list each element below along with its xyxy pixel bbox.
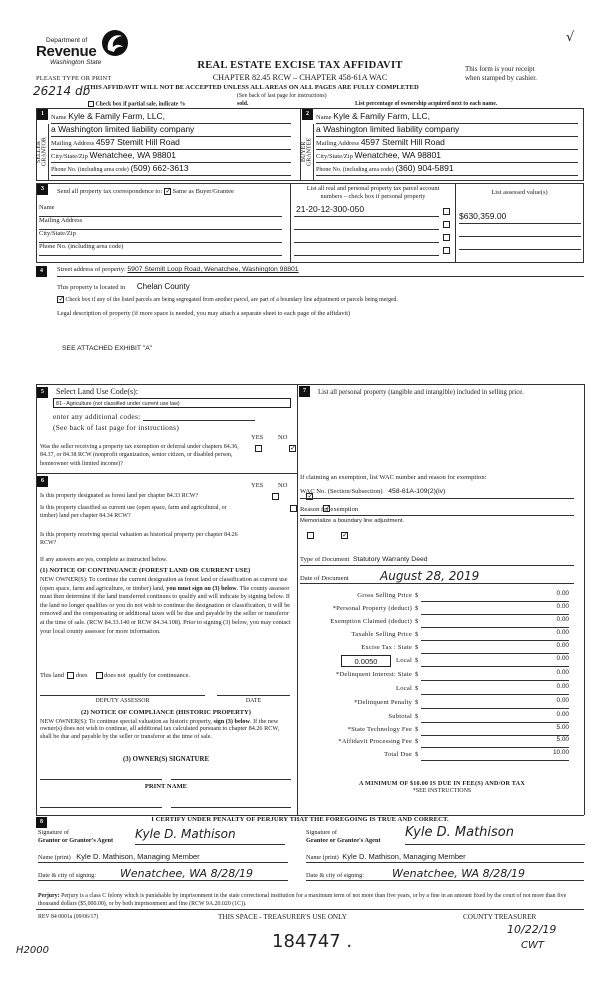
partial-sale <box>88 101 185 107</box>
document-date-value: August 28, 2019 <box>380 569 480 583</box>
parcel-number-field[interactable] <box>294 204 439 217</box>
personal-property-checkbox[interactable] <box>443 208 450 215</box>
currency-symbol: $ <box>415 751 419 758</box>
corr-mailing-field[interactable] <box>39 217 282 230</box>
grantee-sig-label-1: Signature of <box>306 829 337 836</box>
parcel-number: 21-20-12-300-050 <box>296 204 365 214</box>
receipt-number: 184747 . <box>272 931 353 952</box>
fee-row-excise-state[interactable] <box>300 643 590 654</box>
seller-mailing-label: Mailing Address <box>51 140 95 147</box>
corr-city-label: City/State/Zip <box>39 230 76 237</box>
parcel-header-1: List all real and personal property tax parcel account <box>306 185 440 192</box>
county-row <box>57 282 190 291</box>
legal-description-label: Legal description of property (if more space is needed, you may attach a separate sheet to each page of the affidavit) <box>57 310 351 317</box>
parcel-number-field[interactable] <box>294 217 439 230</box>
fee-value: 0.00 <box>556 603 569 610</box>
logo-line-3: Washington State <box>50 59 102 66</box>
current-use-yes-checkbox[interactable] <box>290 505 297 512</box>
dor-swirl-logo-icon <box>100 28 130 58</box>
wac-label: WAC No. (Section/Subsection) <box>300 488 383 495</box>
buyer-city-label: City/State/Zip <box>316 153 353 160</box>
currency-symbol: $ <box>415 713 419 720</box>
does-qualify-checkbox[interactable] <box>67 672 74 679</box>
fee-label: Excise Tax : State <box>361 644 412 651</box>
personal-property-area[interactable] <box>300 407 582 467</box>
document-type-value: Statutory Warranty Deed <box>353 556 428 563</box>
fee-value: 5.00 <box>556 724 569 731</box>
fee-label: Exemption Claimed (deduct) <box>330 618 412 625</box>
buyer-name-field[interactable] <box>316 111 578 124</box>
fee-label: *Personal Property (deduct) <box>332 605 412 612</box>
seller-name-line2-value: a Washington limited liability company <box>51 124 195 134</box>
forest-land-question: Is this property designated as forest land per chapter 84.33 RCW? <box>40 493 199 499</box>
notice-continuance-title: (1) NOTICE OF CONTINUANCE (FOREST LAND OR CURRENT USE) <box>40 567 251 574</box>
type-or-print: PLEASE TYPE OR PRINT <box>36 75 112 82</box>
street-address-value: 5907 Stemilt Loop Road, Wenatchee, Washington 98801 <box>127 266 299 273</box>
document-date-field[interactable] <box>300 570 574 584</box>
buyer-phone-label: Phone No. (including area code) <box>316 167 394 173</box>
buyer-mailing-label: Mailing Address <box>316 140 360 147</box>
continuance-row <box>40 672 190 679</box>
currency-symbol: $ <box>415 726 419 733</box>
forest-land-yes-checkbox[interactable] <box>272 493 279 500</box>
fee-label: *Affidavit Processing Fee <box>338 738 412 745</box>
grantee-name-value: Kyle D. Mathison, Managing Member <box>342 852 466 861</box>
corr-mailing-label: Mailing Address <box>39 217 83 224</box>
parcel-list <box>294 204 582 256</box>
grantee-date-city-field[interactable] <box>306 866 584 881</box>
currency-symbol: $ <box>415 644 419 651</box>
parcel-row <box>294 230 582 243</box>
currency-symbol: $ <box>415 618 419 625</box>
does-not-label: does not <box>104 672 126 679</box>
perjury-text: Perjury is a class C felony which is punishable by imprisonment in the state correctional institution for a maximum term of not more than five years, or by a fine in an amount fixed by the court of not more than five thousand dollars ($5,000.00), or by both imprisonment and fine (RCW 9A.20.020 (1C)). <box>38 893 567 907</box>
fee-value: 0.00 <box>556 711 569 718</box>
sold-label: sold. <box>237 101 249 107</box>
currency-symbol: $ <box>415 671 419 678</box>
parcel-number-field[interactable] <box>294 230 439 243</box>
partial-sale-checkbox[interactable] <box>88 101 94 107</box>
fee-label: Local <box>395 657 412 664</box>
form-id: REV 84 0001a (09/06/17) <box>38 914 99 920</box>
minimum-due-note: A MINIMUM OF $10.00 IS DUE IN FEE(S) AND/OR TAX <box>358 780 526 787</box>
select-land-use-label: Select Land Use Code(s): <box>56 387 138 396</box>
fee-value: 0.00 <box>556 629 569 636</box>
treasurer-use-label: THIS SPACE - TREASURER'S USE ONLY <box>218 913 347 921</box>
seller-name-value: Kyle & Family Farm, LLC, <box>68 111 166 121</box>
personal-property-label: List all personal property (tangible and intangible) included in selling price. <box>318 389 524 396</box>
buyer-name-line2-field[interactable] <box>316 124 578 137</box>
treasurer-stamp-initials: CWT <box>521 940 544 951</box>
seller-name-label: Name <box>51 114 67 121</box>
notice2-text-b: . If the new owner(s) does not wish to continue, all additional tax calculated pursuant to chapter 84.26 RCW, shall be due and payable by the seller or transferor at the time of sale. <box>40 718 280 740</box>
grantor-name-field[interactable] <box>38 852 288 863</box>
fee-row-gross-selling-price[interactable] <box>300 591 590 602</box>
seller-phone-field[interactable] <box>51 163 291 176</box>
buyer-side-label <box>302 130 313 174</box>
buyer-name-value: Kyle & Family Farm, LLC, <box>333 111 431 121</box>
fee-value: 0.00 <box>556 669 569 676</box>
county-treasurer-label: COUNTY TREASURER <box>463 913 537 921</box>
grantee-signature-field[interactable]: Kyle D. Mathison <box>405 825 585 845</box>
fee-label: Subtotal <box>388 713 412 720</box>
fee-label: *Delinquent Penalty <box>354 699 412 706</box>
legal-description-value[interactable]: SEE ATTACHED EXHIBIT "A" <box>62 345 153 352</box>
assessor-date-line[interactable] <box>217 695 290 696</box>
buyer-fields <box>316 111 578 176</box>
does-not-qualify-checkbox[interactable] <box>96 672 103 679</box>
fee-value: 0.00 <box>556 655 569 662</box>
this-land-label: This land <box>40 672 64 679</box>
buyer-mailing-value: 4597 Stemilt Hill Road <box>360 137 445 147</box>
parcel-number-field[interactable] <box>294 243 439 256</box>
parcel-header-2: numbers – check box if personal property <box>320 193 426 200</box>
see-back-note: (See back of last page for instructions) <box>237 93 327 99</box>
fee-row-personal-property[interactable] <box>300 604 590 615</box>
local-rate-field[interactable]: 0.0050 <box>341 655 391 667</box>
currency-symbol: $ <box>415 592 419 599</box>
owner-signature-line-1[interactable] <box>40 779 162 780</box>
fee-value: 10.00 <box>553 749 569 756</box>
fee-label: *Delinquent Interest: State <box>335 671 412 678</box>
fee-label: Gross Selling Price <box>357 592 412 599</box>
grantor-sig-label-2: Grantor or Grantor's Agent <box>38 837 114 844</box>
currency-symbol: $ <box>415 738 419 745</box>
buyer-phone-value: (360) 904-5891 <box>395 163 454 173</box>
personal-property-checkbox[interactable] <box>443 234 450 241</box>
assessor-date-label: DATE <box>245 698 262 704</box>
seller-label: SELLER <box>36 141 42 163</box>
notice-compliance-title: (2) NOTICE OF COMPLIANCE (HISTORIC PROPERTY) <box>81 709 251 716</box>
exemption-question: Was the seller receiving a property tax exemption or deferral under chapters 84.36, 84.37, or 84.38 RCW (nonprofit organization, senior citizen, or disabled person, homeowner with limited income)? <box>40 444 239 467</box>
grantee-date-city-label: Date & city of signing: <box>306 872 365 879</box>
correspondence-fields <box>39 204 282 256</box>
exemption-no-checkbox[interactable] <box>289 445 296 452</box>
perjury-bold: Perjury: <box>38 893 60 899</box>
assessed-value: $630,359.00 <box>459 211 507 222</box>
fee-value: 0.00 <box>556 697 569 704</box>
notice1-text-a: NEW OWNER(S): To continue the current designation as forest land or classification as current use (open space, farm and agriculture, or timber) land, <box>40 576 288 592</box>
partial-sale-label: Check box if partial sale, indicate % <box>95 101 186 108</box>
seller-fields <box>51 111 291 176</box>
street-address-field[interactable] <box>57 266 584 277</box>
grantor-signature-label <box>38 829 113 845</box>
fee-value: 0.00 <box>556 590 569 597</box>
notice1-text-b: . The county assessor must then determine if the land transferred continues to qualify and will indicate by signing below. If the land no longer qualifies or you do not wish to continue the designation or classification, it will be removed and the compensating or additional taxes will be due and payable by the seller or transferor at the time of sale. (RCW 84.33.140 or RCW 84.34.108). Prior to signing (3) below, you may contact your local county assessor for more information. <box>40 584 291 635</box>
personal-property-checkbox[interactable] <box>443 221 450 228</box>
notice-compliance-body <box>40 718 292 740</box>
logo-line-2: Revenue <box>36 43 97 60</box>
corr-name-label: Name <box>39 204 55 211</box>
grantor-date-city-label: Date & city of signing: <box>38 872 97 879</box>
corr-name-field[interactable] <box>39 204 282 217</box>
receipt-note-1: This form is your receipt <box>465 65 535 73</box>
owner-signature-line-2[interactable] <box>171 779 291 780</box>
additional-codes-label: enter any additional codes: <box>53 412 141 421</box>
currency-symbol: $ <box>415 605 419 612</box>
seller-city-value: Wenatchee, WA 98801 <box>89 150 176 160</box>
seller-phone-value: (509) 662-3613 <box>130 163 189 173</box>
grantee-name-field[interactable] <box>306 852 584 863</box>
fee-row-delinquent-penalty[interactable] <box>300 698 590 709</box>
fee-row-delinquent-interest-state[interactable] <box>300 670 590 681</box>
fee-row-delinquent-interest-local[interactable] <box>300 684 590 695</box>
historical-yes-checkbox[interactable] <box>307 532 314 539</box>
fee-value: 0.00 <box>556 642 569 649</box>
currency-symbol: $ <box>415 657 419 664</box>
fee-row-taxable-selling-price[interactable] <box>300 630 590 641</box>
handwritten-number: 26214 db <box>33 84 91 98</box>
section-4-number: 4 <box>36 266 47 277</box>
notice1-bold: you must sign on (3) below <box>166 584 237 592</box>
section-1-number: 1 <box>37 109 48 120</box>
parcel-row <box>294 204 582 222</box>
currency-symbol: $ <box>415 631 419 638</box>
notice2-text-a: NEW OWNER(S): To continue special valuation as historic property, <box>40 718 212 725</box>
assessed-header: List assessed value(s) <box>491 189 548 196</box>
see-instructions-note: *SEE INSTRUCTIONS <box>412 788 472 794</box>
certify-statement: I CERTIFY UNDER PENALTY OF PERJURY THAT THE FOREGOING IS TRUE AND CORRECT. <box>151 816 449 823</box>
corner-checkmark: √ <box>566 30 575 45</box>
owner-signature-title: (3) OWNER(S) SIGNATURE <box>123 756 209 763</box>
grantor-label: GRANTOR <box>41 137 48 167</box>
additional-codes-row <box>53 412 255 421</box>
section-8-number: 8 <box>36 817 47 828</box>
currency-symbol: $ <box>415 699 419 706</box>
grantor-name-value: Kyle D. Mathison, Managing Member <box>76 852 200 861</box>
document-type-label: Type of Document <box>300 556 350 563</box>
print-name-line-1[interactable] <box>40 807 162 808</box>
deputy-assessor-label: DEPUTY ASSESSOR <box>95 698 150 704</box>
buyer-label: BUYER <box>301 141 307 163</box>
grantor-name-label: Name (print) <box>38 854 71 861</box>
receipt-note-2: when stamped by cashier. <box>465 74 537 82</box>
exemption-claim-label: If claiming an exemption, list WAC number and reason for exemption: <box>300 474 487 481</box>
county-value: Chelan County <box>136 282 190 291</box>
same-as-buyer-label: Same as Buyer/Grantee <box>172 188 234 195</box>
document-date-label: Date of Document <box>300 575 349 582</box>
print-name-label: PRINT NAME <box>144 783 188 790</box>
street-address-label: Street address of property: <box>57 266 126 273</box>
section-2-number: 2 <box>302 109 313 120</box>
current-use-question: Is this property classified as current use (open space, farm and agricultural, or timber) land per chapter 84.34 RCW? <box>40 505 227 520</box>
buyer-city-value: Wenatchee, WA 98801 <box>354 150 441 160</box>
grantee-date-city-value: Wenatchee, WA 8/28/19 <box>392 867 525 880</box>
notice-continuance-body <box>40 576 292 636</box>
parcel-row <box>294 243 582 256</box>
logo-line-1: Department of <box>46 37 88 44</box>
located-in-label: This property is located in <box>57 284 126 291</box>
grantee-label: GRANTEE <box>306 138 313 166</box>
fee-value: 0.00 <box>556 616 569 623</box>
section-6-number: 6 <box>37 476 48 487</box>
fee-value: 0.00 <box>556 683 569 690</box>
seller-mailing-value: 4597 Stemilt Hill Road <box>95 137 180 147</box>
section-3-number: 3 <box>37 184 48 195</box>
same-as-buyer-checkbox[interactable] <box>164 188 171 195</box>
reason-label: Reason for exemption <box>300 506 359 513</box>
no-header-6: NO <box>278 482 288 489</box>
grantee-sig-label-2: Grantee or Grantee's Agent <box>306 837 381 844</box>
section5-see-back: (See back of last page for instructions) <box>53 423 180 432</box>
grantee-name-label: Name (print) <box>306 854 339 861</box>
form-title: REAL ESTATE EXCISE TAX AFFIDAVIT <box>197 60 403 71</box>
does-label: does <box>75 672 88 679</box>
grantee-signature-label <box>306 829 381 845</box>
corr-city-field[interactable] <box>39 230 282 243</box>
historical-no-checkbox[interactable] <box>341 532 348 539</box>
section-7-number: 7 <box>299 386 310 397</box>
reason-exemption-value: Memorialize a boundary line adjustment. <box>300 518 405 524</box>
grantor-date-city-field[interactable] <box>38 866 288 881</box>
seller-mailing-field[interactable] <box>51 137 291 150</box>
treasurer-stamp-date: 10/22/19 <box>507 923 557 936</box>
corr-phone-field[interactable] <box>39 243 282 256</box>
seller-name-line2-field[interactable] <box>51 124 291 137</box>
grantor-date-city-value: Wenatchee, WA 8/28/19 <box>120 867 253 880</box>
segregated-row <box>57 296 398 303</box>
seller-name-field[interactable] <box>51 111 291 124</box>
seller-phone-label: Phone No. (including area code) <box>51 167 129 173</box>
fee-label: Local <box>395 685 412 692</box>
yes-header-6: YES <box>251 482 264 489</box>
correspondence-row <box>57 188 234 195</box>
if-yes-note: If any answers are yes, complete as instructed below. <box>40 557 168 563</box>
fee-row-subtotal[interactable] <box>300 712 590 723</box>
historical-question: Is this property receiving special valuation as historical property per chapter 84.26 RCW? <box>40 532 238 547</box>
perjury-notice <box>38 892 584 908</box>
segregated-checkbox[interactable] <box>57 296 64 303</box>
buyer-name-line2-value: a Washington limited liability company <box>316 124 460 134</box>
parcel-header <box>292 185 454 201</box>
reason-exemption-field[interactable] <box>300 506 574 516</box>
document-type-field[interactable] <box>300 556 574 566</box>
seller-side-label <box>37 130 48 174</box>
segregated-label: Check box if any of the listed parcels are being segregated from another parcel, are part of a boundary line adjustment or parcels being merged. <box>65 296 398 303</box>
fee-row-exemption-claimed[interactable] <box>300 617 590 628</box>
currency-symbol: $ <box>415 685 419 692</box>
buyer-city-field[interactable] <box>316 150 578 163</box>
qualify-label: qualify for continuance. <box>128 672 191 679</box>
form-subtitle: CHAPTER 82.45 RCW – CHAPTER 458-61A WAC <box>212 73 388 82</box>
fee-label: Taxable Selling Price <box>351 631 412 638</box>
section-5-number: 5 <box>37 387 48 398</box>
fee-row-excise-local[interactable] <box>300 656 590 667</box>
deputy-assessor-line[interactable] <box>40 695 205 696</box>
wac-value: 458-61A-109(2)(iv) <box>388 488 446 495</box>
seller-city-field[interactable] <box>51 150 291 163</box>
wac-number-field[interactable] <box>300 488 574 499</box>
buyer-name-label: Name <box>316 114 332 121</box>
personal-property-checkbox[interactable] <box>443 247 450 254</box>
fee-row-total-due[interactable] <box>300 750 590 761</box>
corr-phone-label: Phone No. (including area code) <box>39 243 124 250</box>
grantor-signature-field[interactable]: Kyle D. Mathison <box>135 827 285 845</box>
fee-row-technology-fee[interactable] <box>300 725 590 736</box>
seller-city-label: City/State/Zip <box>51 153 88 160</box>
send-correspondence-label: Send all property tax correspondence to: <box>57 188 163 195</box>
margin-note: H2000 <box>16 945 49 956</box>
fee-label: Total Due <box>384 751 412 758</box>
grantor-sig-label-1: Signature of <box>38 829 69 836</box>
fee-row-processing-fee[interactable] <box>300 737 590 748</box>
print-name-line-2[interactable] <box>171 807 291 808</box>
no-header: NO <box>278 434 288 441</box>
notice2-bold: sign (3) below <box>213 718 250 725</box>
assessed-value-field[interactable] <box>459 250 581 263</box>
fee-label: *State Technology Fee <box>347 726 412 733</box>
buyer-phone-field[interactable] <box>316 163 578 176</box>
additional-codes-field[interactable] <box>143 413 255 421</box>
buyer-mailing-field[interactable] <box>316 137 578 150</box>
fee-value: 5.00 <box>556 736 569 743</box>
warning-text: THIS AFFIDAVIT WILL NOT BE ACCEPTED UNLESS ALL AREAS ON ALL PAGES ARE FULLY COMPLETED <box>86 84 419 91</box>
ownership-label: List percentage of ownership acquired next to each name. <box>355 101 498 107</box>
land-use-code-select[interactable]: 81 - Agriculture (not classified under current use law) <box>53 398 291 408</box>
parcel-row <box>294 217 582 230</box>
exemption-yes-checkbox[interactable] <box>255 445 262 452</box>
yes-header: YES <box>251 434 264 441</box>
